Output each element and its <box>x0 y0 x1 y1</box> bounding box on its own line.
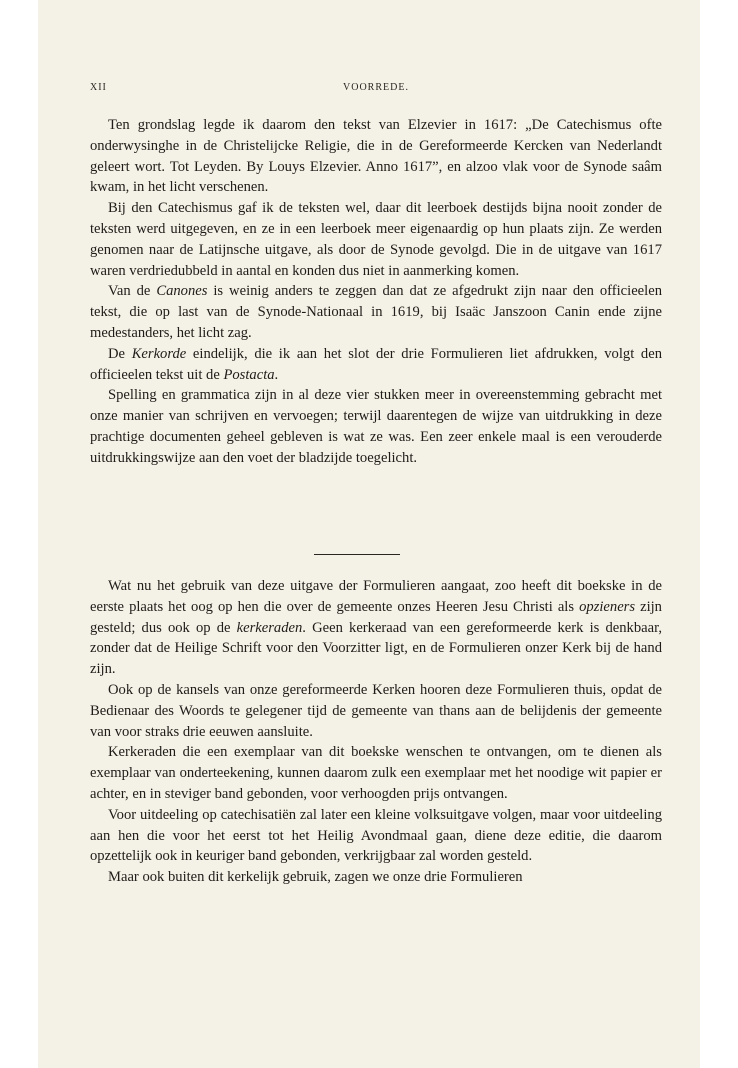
paragraph: Bij den Catechismus gaf ik de teksten wel, daar dit leerboek destijds bijna nooit zonder de teksten werd uitgegeven, en ze in een leerboek meer eigenaardig op hun plaats zijn. Ze werden genomen naar de Latijnsche uitgave, als door de Synode gevolgd. Die in de uitgave van 1617 waren verdriedubbeld in aantal en konden dus niet in aanmerking komen. <box>90 200 662 279</box>
paragraph: Ten grondslag legde ik daarom den tekst van Elzevier in 1617: „De Catechismus ofte onderwysinghe in de Christelijcke Religie, die in de Gereformeerde Kercken van Nederlandt geleert wort. Tot Leyden. By Louys Elzevier. Anno 1617”, en alzoo vlak voor de Synode saâm kwam, in het licht verschenen. <box>90 117 662 196</box>
italic-term: Canones <box>156 283 208 300</box>
book-page <box>38 0 700 1068</box>
section-two <box>90 576 662 888</box>
italic-term: Postacta <box>223 366 275 383</box>
section-divider <box>314 554 400 555</box>
page-header <box>90 82 662 96</box>
paragraph: Kerkeraden die een exemplaar van dit boekske wenschen te ontvangen, om te dienen als exemplaar van onderteekening, kunnen daarom zulk een exemplaar met het noodige wit papier er achter, en in steviger band gebonden, voor verhoogden prijs ontvangen. <box>90 744 662 802</box>
italic-term: Kerkorde <box>131 345 187 362</box>
paragraph: Voor uitdeeling op catechisatiën zal later een kleine volksuitgave volgen, maar voor uitdeeling aan hen die voor het eerst tot het Heilig Avondmaal gaan, diene deze editie, die daarom opzettelijk ook in keuriger band gebonden, verkrijgbaar zal worden gesteld. <box>90 806 662 865</box>
section-one <box>90 115 662 469</box>
running-title: VOORREDE. <box>343 82 409 93</box>
italic-term: opzieners <box>579 598 636 615</box>
italic-term: kerkeraden <box>236 619 303 636</box>
paragraph: Van de Canones is weinig anders te zeggen dan dat ze afgedrukt zijn naar den officieelen tekst, die op last van de Synode-Nationaal in 1619, bij Isaäc Janszoon Canin ende zijne medestanders, het licht zag. <box>90 283 662 341</box>
paragraph: Maar ook buiten dit kerkelijk gebruik, zagen we onze drie Formulieren <box>108 869 523 886</box>
paragraph: Ook op de kansels van onze gereformeerde Kerken hooren deze Formulieren thuis, opdat de Bedienaar des Woords te gelegener tijd de gemeente van thans aan de belijdenis der gemeente van voor straks drie eeuwen aansluite. <box>90 681 662 740</box>
paragraph: Wat nu het gebruik van deze uitgave der Formulieren aangaat, zoo heeft dit boekske in de eerste plaats het oog op hen die over de gemeente onzes Heeren Jesu Christi als opzieners zijn gesteld; dus ook op de kerkeraden. Geen kerkeraad van een gereformeerde kerk is denkbaar, zonder dat de Heilige Schrift voor den Voorzitter ligt, en de Formulieren onzer Kerk bij de hand zijn. <box>90 578 663 678</box>
paragraph: De Kerkorde eindelijk, die ik aan het slot der drie Formulieren liet afdrukken, volgt den officieelen tekst uit de Postacta. <box>90 345 662 383</box>
paragraph: Spelling en grammatica zijn in al deze vier stukken meer in overeenstemming gebracht met onze manier van schrijven en vervoegen; terwijl daarentegen de wijze van uitdrukking in deze prachtige documenten geheel gebleven is wat ze was. Een zeer enkele maal is een verouderde uitdrukkingswijze aan den voet der bladzijde toegelicht. <box>90 387 662 466</box>
page-number: XII <box>90 82 107 93</box>
